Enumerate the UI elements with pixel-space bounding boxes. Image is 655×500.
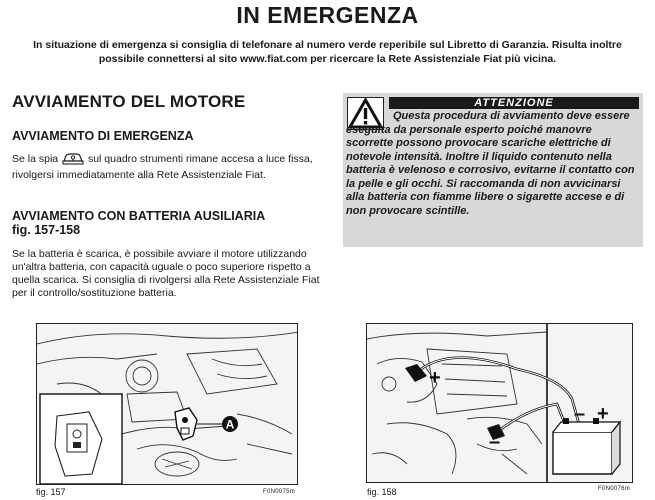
auxiliary-battery xyxy=(553,418,620,474)
section-title: AVVIAMENTO DEL MOTORE xyxy=(12,92,246,111)
aux-battery-title: AVVIAMENTO CON BATTERIA AUSILIARIA xyxy=(12,209,266,223)
emergency-text-end: sul quadro strumenti rimane accesa a luce fissa, rivolgersi immediatamente alla Rete Assistenziale Fiat. xyxy=(12,153,313,181)
aux-battery-figref: fig. 157-158 xyxy=(12,223,81,237)
figure-157 xyxy=(36,323,298,485)
emergency-start-text xyxy=(12,152,322,182)
warning-box xyxy=(343,93,643,247)
aux-battery-heading xyxy=(12,209,265,237)
emergency-start-heading: AVVIAMENTO DI EMERGENZA xyxy=(12,129,194,143)
figure-158 xyxy=(366,323,633,483)
warning-header: ATTENZIONE xyxy=(389,97,639,109)
figure-158-code: F0N0076m xyxy=(598,486,631,492)
figure-157-code: F0N0075m xyxy=(263,489,296,495)
jump-start-illustration xyxy=(367,324,633,483)
figure-157-label: fig. 157 xyxy=(36,487,66,497)
terminal-block xyxy=(175,408,197,440)
polarity-minus-engine: – xyxy=(489,431,501,453)
polarity-plus-battery: + xyxy=(597,403,609,425)
warning-text: Questa procedura di avviamento deve essere eseguita da personale esperto poiché manovre scorrette possono provocare scariche elettriche di notevole intensità. Inoltre il liquido contenuto nella batteria è velenoso e corrosivo, evitarne il contatto con la pelle e gli occhi. Si raccomanda di non avvicinarsi alla batteria con fiamme libere o sigarette accese e di non provocare scintille. xyxy=(346,110,635,217)
aux-battery-text: Se la batteria è scarica, è possibile avviare il motore utilizzando un'altra batteria, con capacità uguale o poco superiore rispetto a quella scarica. Si consiglia di rivolgersi alla Rete Assistenziale Fiat per il controllo/sostituzione batteria. xyxy=(12,248,320,299)
intro-paragraph: In situazione di emergenza si consiglia di telefonare al numero verde reperibile sul Libretto di Garanzia. Risulta inoltre possibile connettersi al sito www.fiat.com per ricercare la Rete Assistenziale Fiat più vicina. xyxy=(33,39,622,65)
inset-detail xyxy=(40,394,122,484)
figure-158-label: fig. 158 xyxy=(367,487,397,497)
polarity-minus-battery: – xyxy=(574,403,586,425)
engine-bay-illustration xyxy=(37,324,298,485)
polarity-plus-engine: + xyxy=(429,367,441,389)
callout-a-label: A xyxy=(225,417,235,432)
page-title: IN EMERGENZA xyxy=(236,2,419,28)
immobilizer-warning-icon xyxy=(62,152,84,169)
emergency-text-start: Se la spia xyxy=(12,153,59,165)
